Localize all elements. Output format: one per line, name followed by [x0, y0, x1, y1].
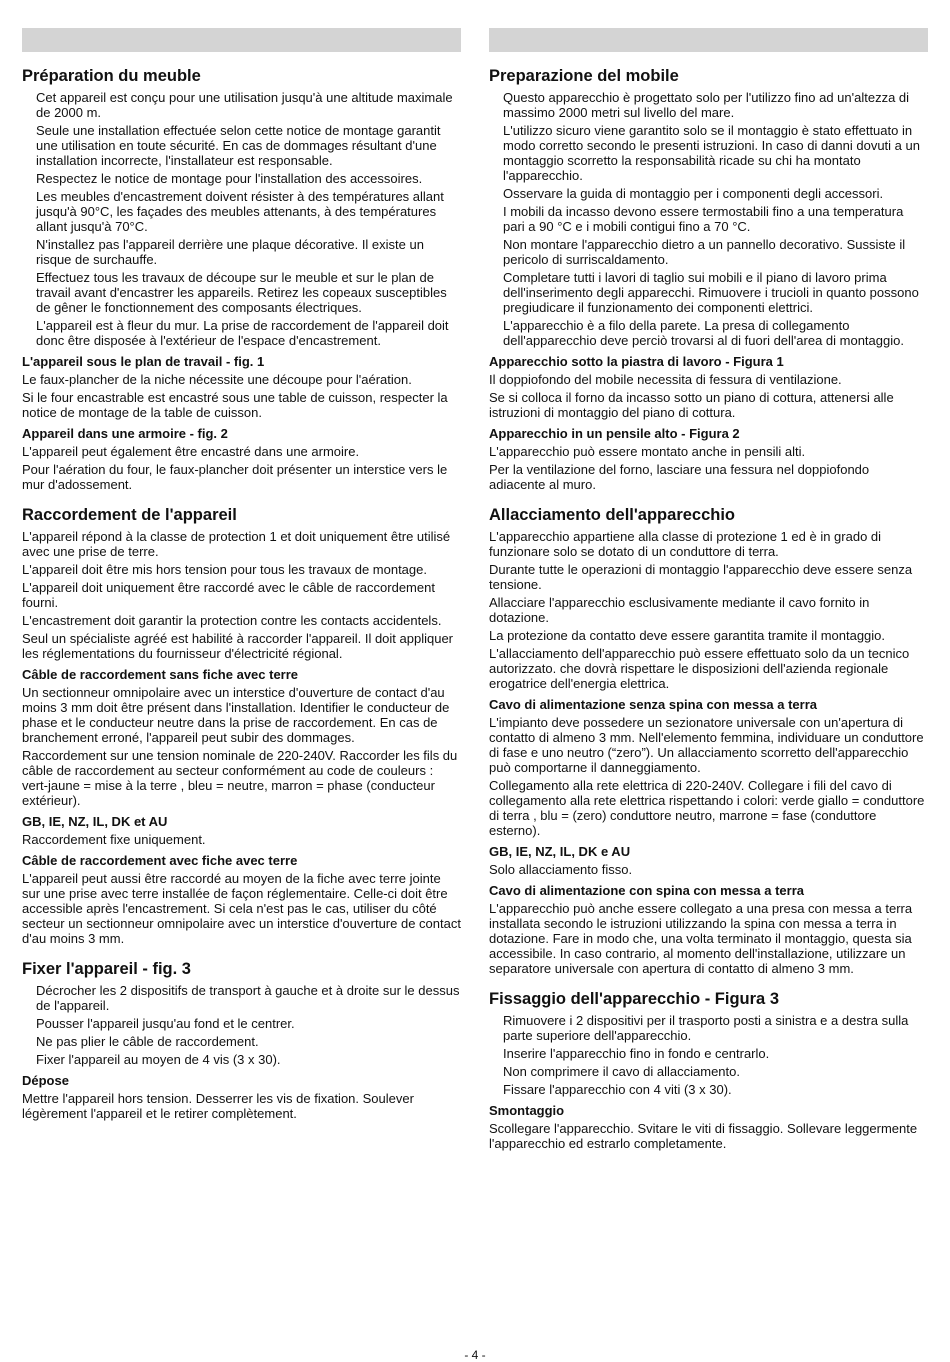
paragraph: Collegamento alla rete elettrica di 220-240V. Collegare i fili del cavo di collegamento alla rete elettrica rispettando i colori: verde giallo = conduttore di terra , blu = (zero) conduttore neutro, marrone = fase (conduttore esterno).	[489, 778, 925, 838]
paragraph: Seul un spécialiste agréé est habilité à raccorder l'appareil. Il doit appliquer les réglementations du fournisseur d'électricité régional.	[22, 631, 454, 661]
list-item: Seule une installation effectuée selon cette notice de montage garantit une utilisation en toute sécurité. En cas de dommages résultant d'une installation incorrecte, l'installateur est responsable.	[36, 123, 441, 168]
section-title: Preparazione del mobile	[489, 67, 679, 85]
list-item: Non montare l'apparecchio dietro a un pannello decorativo. Sussiste il pericolo di surriscaldamento.	[503, 237, 906, 267]
paragraph: L'appareil peut aussi être raccordé au moyen de la fiche avec terre jointe sur une prise avec terre installée de façon réglementaire. Celle-ci doit être accessible après l'encastrement. Si cela n'est pas le cas, utiliser du côté secteur un sectionneur omnipolaire avec un interstice d'ouverture de contact d'au moins 3 mm.	[22, 871, 461, 946]
header-bar	[22, 28, 461, 52]
subsection-title: Câble de raccordement avec fiche avec terre	[22, 853, 298, 868]
paragraph: Per la ventilazione del forno, lasciare una fessura nel doppiofondo adiacente al muro.	[489, 462, 870, 492]
list-item: L'appareil est à fleur du mur. La prise de raccordement de l'appareil doit donc être disposée à l'extérieur de l'espace d'encastrement.	[36, 318, 449, 348]
subsection-title: Câble de raccordement sans fiche avec terre	[22, 667, 299, 682]
subsection-title: Smontaggio	[489, 1103, 565, 1118]
paragraph: Un sectionneur omnipolaire avec un interstice d'ouverture de contact d'au moins 3 mm doit être présent dans l'installation. Identifier le conducteur de phase et le conducteur neutre dans la prise de raccordement. En cas de branchement erroné, l'appareil peut subir des dommages.	[22, 685, 450, 745]
subsection-title: Dépose	[22, 1073, 69, 1088]
paragraph: Raccordement fixe uniquement.	[22, 832, 206, 847]
list-item: I mobili da incasso devono essere termostabili fino a una temperatura pari a 90 °C e i mobili contigui fino a 70 °C.	[503, 204, 904, 234]
header-bar	[489, 28, 928, 52]
paragraph: L'apparecchio può essere montato anche in pensili alti.	[489, 444, 806, 459]
list-item: Osservare la guida di montaggio per i componenti degli accessori.	[503, 186, 884, 201]
list-item: Completare tutti i lavori di taglio sui mobili e il piano di lavoro prima dell'inserimento degli apparecchi. Rimuovere i trucioli in quanto possono pregiudicare il funzionamento dei componenti elettrici.	[503, 270, 919, 315]
section-title: Fixer l'appareil - fig. 3	[22, 960, 191, 978]
paragraph: Mettre l'appareil hors tension. Desserrer les vis de fixation. Soulever légèrement l'appareil et le retirer complètement.	[22, 1091, 414, 1121]
column-italian	[489, 28, 928, 1154]
subsection-title: Cavo di alimentazione con spina con messa a terra	[489, 883, 804, 898]
paragraph: L'appareil peut également être encastré dans une armoire.	[22, 444, 360, 459]
subsection-title: Appareil dans une armoire - fig. 2	[22, 426, 228, 441]
paragraph: Le faux-plancher de la niche nécessite une découpe pour l'aération.	[22, 372, 412, 387]
section-title: Préparation du meuble	[22, 67, 201, 85]
list-item: Respectez le notice de montage pour l'installation des accessoires.	[36, 171, 423, 186]
paragraph: Si le four encastrable est encastré sous une table de cuisson, respecter la notice de montage de la table de cuisson.	[22, 390, 448, 420]
section-title: Allacciamento dell'apparecchio	[489, 506, 736, 524]
list-item: Questo apparecchio è progettato solo per l'utilizzo fino ad un'altezza di massimo 2000 metri sul livello del mare.	[503, 90, 910, 120]
paragraph: Se si colloca il forno da incasso sotto un piano di cottura, attenersi alle istruzioni di montaggio del piano di cottura.	[489, 390, 894, 420]
list-item: Fixer l'appareil au moyen de 4 vis (3 x 30).	[36, 1052, 281, 1067]
subsection-title: GB, IE, NZ, IL, DK et AU	[22, 814, 168, 829]
paragraph: L'allacciamento dell'apparecchio può essere effettuato solo da un tecnico autorizzato. che dovrà rispettare le disposizioni dell'azienda regionale erogatrice dell'energia elettrica.	[489, 646, 910, 691]
list-item: Décrocher les 2 dispositifs de transport à gauche et à droite sur le dessus de l'appareil.	[36, 983, 460, 1013]
list-item: L'apparecchio è a filo della parete. La presa di collegamento dell'apparecchio deve perciò trovarsi al di fuori dell'area di montaggio.	[503, 318, 904, 348]
list-item: Pousser l'appareil jusqu'au fond et le centrer.	[36, 1016, 295, 1031]
list-item: Cet appareil est conçu pour une utilisation jusqu'à une altitude maximale de 2000 m.	[36, 90, 453, 120]
list-item: N'installez pas l'appareil derrière une plaque décorative. Il existe un risque de surchauffe.	[36, 237, 424, 267]
list-item: Inserire l'apparecchio fino in fondo e centrarlo.	[503, 1046, 770, 1061]
section-title: Raccordement de l'appareil	[22, 506, 237, 524]
paragraph: Durante tutte le operazioni di montaggio l'apparecchio deve essere senza tensione.	[489, 562, 913, 592]
list-item: L'utilizzo sicuro viene garantito solo se il montaggio è stato effettuato in modo corretto secondo le presenti istruzioni. In caso di danni dovuti a un montaggio scorretto la responsabilità ricade su chi ha montato l'apparecchio.	[503, 123, 920, 183]
page-number: - 4 -	[464, 1348, 486, 1362]
subsection-title: Apparecchio sotto la piastra di lavoro - Figura 1	[489, 354, 784, 369]
paragraph: L'appareil répond à la classe de protection 1 et doit uniquement être utilisé avec une prise de terre.	[22, 529, 451, 559]
list-item: Les meubles d'encastrement doivent résister à des températures allant jusqu'à 90°C, les façades des meubles attenants, à des températures allant jusqu'à 70°C.	[36, 189, 444, 234]
column-french	[22, 28, 461, 1124]
subsection-title: Apparecchio in un pensile alto - Figura 2	[489, 426, 740, 441]
paragraph: Pour l'aération du four, le faux-plancher doit présenter un interstice vers le mur d'adossement.	[22, 462, 448, 492]
list-item: Effectuez tous les travaux de découpe sur le meuble et sur le plan de travail avant d'encastrer les appareils. Retirez les copeaux susceptibles de gêner le fonctionnement des composants électriques.	[36, 270, 447, 315]
paragraph: L'appareil doit uniquement être raccordé avec le câble de raccordement fourni.	[22, 580, 435, 610]
subsection-title: Cavo di alimentazione senza spina con messa a terra	[489, 697, 818, 712]
paragraph: L'impianto deve possedere un sezionatore universale con un'apertura di contatto di almeno 3 mm. Nell'elemento femmina, individuare un conduttore di fase e uno neutro (“zero”). Un allacciamento scorretto dell'apparecchio può comportarne il danneggiamento.	[489, 715, 924, 775]
list-item: Non comprimere il cavo di allacciamento.	[503, 1064, 740, 1079]
paragraph: Solo allacciamento fisso.	[489, 862, 633, 877]
paragraph: L'apparecchio può anche essere collegato a una presa con messa a terra installata secondo le istruzioni utilizzando la spina con messa a terra in dotazione. Fare in modo che, una volta terminato il montaggio, questa sia accessibile. In caso contrario, al momento dell'installazione, utilizzare un separatore universale con apertura di contatto di almeno 3 mm.	[489, 901, 913, 976]
paragraph: L'apparecchio appartiene alla classe di protezione 1 ed è in grado di funzionare solo se dotato di un conduttore di terra.	[489, 529, 882, 559]
paragraph: Il doppiofondo del mobile necessita di fessura di ventilazione.	[489, 372, 842, 387]
subsection-title: GB, IE, NZ, IL, DK e AU	[489, 844, 631, 859]
list-item: Ne pas plier le câble de raccordement.	[36, 1034, 259, 1049]
paragraph: La protezione da contatto deve essere garantita tramite il montaggio.	[489, 628, 886, 643]
paragraph: Raccordement sur une tension nominale de 220-240V. Raccorder les fils du câble de raccordement au secteur conformément au code de couleurs : vert-jaune = mise à la terre , bleu = neutre, marron = phase (conducteur extérieur).	[22, 748, 458, 808]
paragraph: Scollegare l'apparecchio. Svitare le viti di fissaggio. Sollevare leggermente l'apparecchio ed estrarlo completamente.	[489, 1121, 918, 1151]
list-item: Fissare l'apparecchio con 4 viti (3 x 30).	[503, 1082, 732, 1097]
section-title: Fissaggio dell'apparecchio - Figura 3	[489, 990, 779, 1008]
paragraph: L'encastrement doit garantir la protection contre les contacts accidentels.	[22, 613, 442, 628]
subsection-title: L'appareil sous le plan de travail - fig. 1	[22, 354, 265, 369]
paragraph: Allacciare l'apparecchio esclusivamente mediante il cavo fornito in dotazione.	[489, 595, 870, 625]
list-item: Rimuovere i 2 dispositivi per il trasporto posti a sinistra e a destra sulla parte superiore dell'apparecchio.	[503, 1013, 909, 1043]
paragraph: L'appareil doit être mis hors tension pour tous les travaux de montage.	[22, 562, 427, 577]
